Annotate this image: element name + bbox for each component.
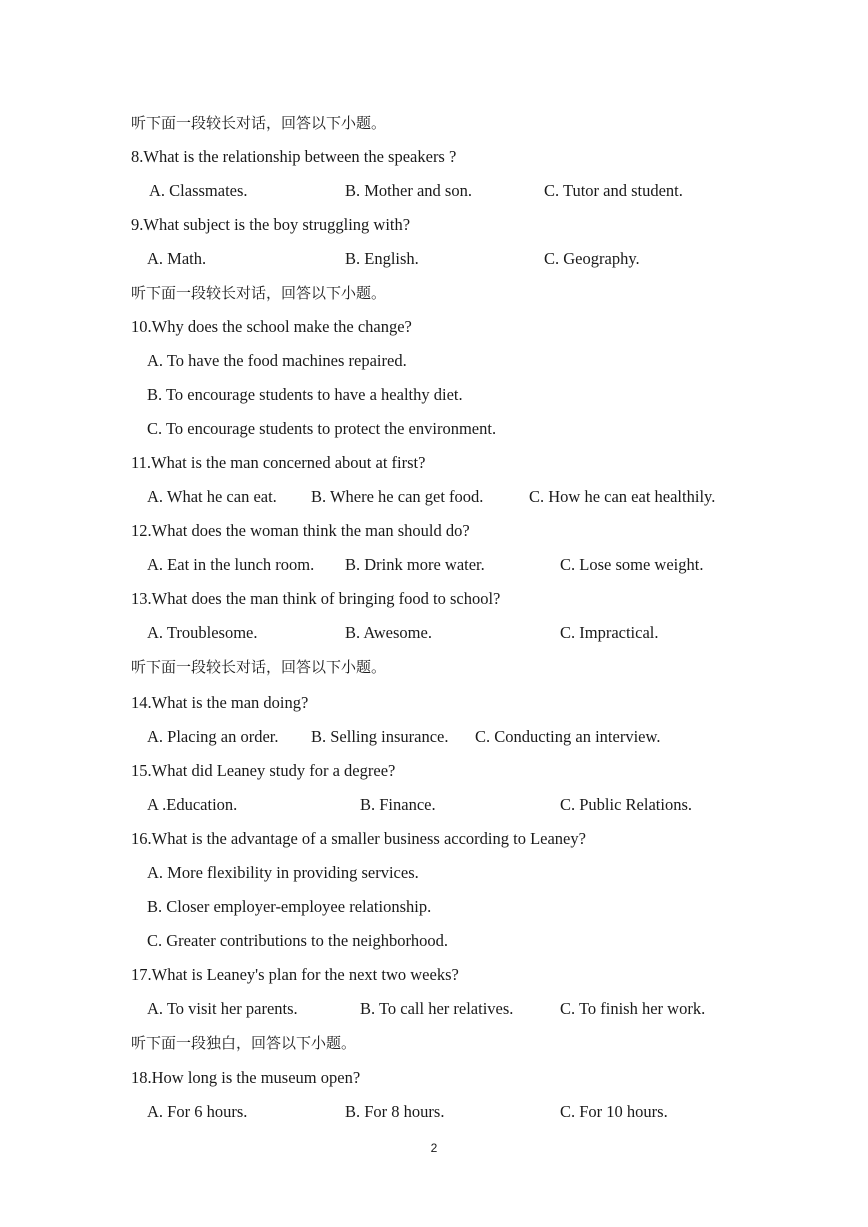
- option-b: B. Drink more water.: [345, 555, 485, 574]
- section-instruction: [0, 276, 868, 310]
- section-instruction-text: 听下面一段较长对话，回答以下小题。: [131, 658, 387, 676]
- options-17: [0, 992, 868, 1026]
- option-c: C. Tutor and student.: [544, 181, 683, 200]
- options-8: [0, 174, 868, 208]
- question-13: [0, 582, 868, 616]
- option-a: A. Eat in the lunch room.: [147, 555, 315, 574]
- question-stem: 17.What is Leaney's plan for the next two weeks?: [131, 965, 459, 984]
- option-line: [0, 924, 868, 958]
- option-c: C. Public Relations.: [560, 795, 692, 814]
- section-instruction-text: 听下面一段较长对话，回答以下小题。: [131, 284, 387, 302]
- option-c: C. Greater contributions to the neighborhood.: [147, 931, 449, 950]
- question-17: [0, 958, 868, 992]
- option-b: B. To encourage students to have a healthy diet.: [147, 385, 463, 404]
- option-c: C. How he can eat healthily.: [529, 487, 716, 506]
- options-9: [0, 242, 868, 276]
- question-14: [0, 686, 868, 720]
- question-8: [0, 140, 868, 174]
- question-stem: 16.What is the advantage of a smaller business according to Leaney?: [131, 829, 586, 848]
- options-15: [0, 788, 868, 822]
- option-b: B. Where he can get food.: [311, 487, 484, 506]
- option-line: [0, 344, 868, 378]
- question-18: [0, 1061, 868, 1095]
- options-13: [0, 616, 868, 650]
- option-b: B. For 8 hours.: [345, 1102, 445, 1121]
- question-stem: 12.What does the woman think the man should do?: [131, 521, 470, 540]
- option-a: A. Classmates.: [149, 181, 248, 200]
- option-c: C. Lose some weight.: [560, 555, 704, 574]
- option-b: B. Selling insurance.: [311, 727, 449, 746]
- question-9: [0, 208, 868, 242]
- options-14: [0, 720, 868, 754]
- option-c: C. Conducting an interview.: [475, 727, 661, 746]
- section-instruction-text: 听下面一段较长对话，回答以下小题。: [131, 114, 387, 132]
- question-stem: 18.How long is the museum open?: [131, 1068, 361, 1087]
- section-instruction: [0, 1026, 868, 1060]
- question-stem: 15.What did Leaney study for a degree?: [131, 761, 396, 780]
- options-11: [0, 480, 868, 514]
- question-12: [0, 514, 868, 548]
- option-a: A. More flexibility in providing services.: [147, 863, 419, 882]
- section-instruction: [0, 650, 868, 684]
- option-c: C. To finish her work.: [560, 999, 706, 1018]
- option-a: A. To visit her parents.: [147, 999, 298, 1018]
- option-a: A. What he can eat.: [147, 487, 277, 506]
- question-15: [0, 754, 868, 788]
- option-c: C. To encourage students to protect the environment.: [147, 419, 497, 438]
- question-stem: 11.What is the man concerned about at first?: [131, 453, 426, 472]
- option-b: B. English.: [345, 249, 419, 268]
- page-number: 2: [430, 1141, 438, 1155]
- option-line: [0, 412, 868, 446]
- section-instruction-text: 听下面一段独白，回答以下小题。: [131, 1034, 357, 1052]
- option-a: A .Education.: [147, 795, 238, 814]
- option-b: B. To call her relatives.: [360, 999, 514, 1018]
- question-11: [0, 446, 868, 480]
- question-stem: 8.What is the relationship between the speakers ?: [131, 147, 457, 166]
- option-c: C. Impractical.: [560, 623, 659, 642]
- question-stem: 13.What does the man think of bringing food to school?: [131, 589, 501, 608]
- option-a: A. Placing an order.: [147, 727, 279, 746]
- option-line: [0, 378, 868, 412]
- option-line: [0, 856, 868, 890]
- option-b: B. Closer employer-employee relationship.: [147, 897, 432, 916]
- options-18: [0, 1095, 868, 1129]
- section-instruction: [0, 106, 868, 140]
- option-line: [0, 890, 868, 924]
- option-a: A. Troublesome.: [147, 623, 258, 642]
- option-c: C. Geography.: [544, 249, 640, 268]
- option-b: B. Awesome.: [345, 623, 432, 642]
- option-c: C. For 10 hours.: [560, 1102, 668, 1121]
- question-stem: 9.What subject is the boy struggling with?: [131, 215, 411, 234]
- options-12: [0, 548, 868, 582]
- question-10: [0, 310, 868, 344]
- question-stem: 14.What is the man doing?: [131, 693, 309, 712]
- option-a: A. Math.: [147, 249, 207, 268]
- question-16: [0, 822, 868, 856]
- question-stem: 10.Why does the school make the change?: [131, 317, 412, 336]
- option-a: A. To have the food machines repaired.: [147, 351, 407, 370]
- option-b: B. Finance.: [360, 795, 436, 814]
- option-a: A. For 6 hours.: [147, 1102, 248, 1121]
- option-b: B. Mother and son.: [345, 181, 472, 200]
